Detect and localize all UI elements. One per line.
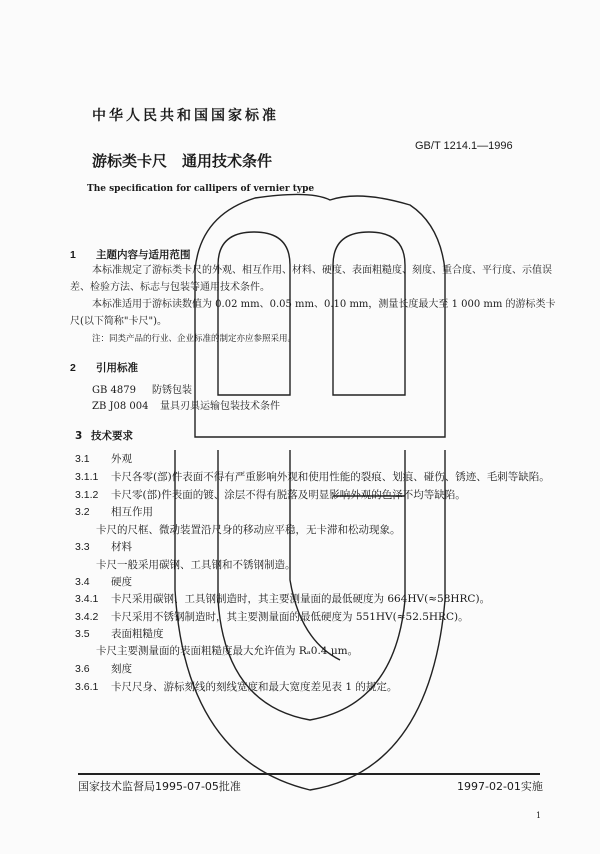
- section-2-heading: 2 引用标准: [70, 362, 138, 374]
- clause-body: 卡尺主要测量面的表面粗糙度最大允许值为 Rₐ0.4 μm。: [96, 645, 359, 657]
- approval-date: 国家技术监督局1995-07-05批准: [78, 780, 241, 793]
- effective-date: 1997-02-01实施: [457, 780, 543, 793]
- clause: 3.6.1 卡尺尺身、游标刻线的刻线宽度和最大宽度差见表 1 的规定。: [75, 681, 398, 693]
- reference-item: GB 4879 防锈包装: [92, 385, 192, 396]
- paragraph: 本标准适用于游标读数值为 0.02 mm、0.05 mm、0.10 mm，测量长度最大至 1 000 mm 的游标类卡: [92, 299, 556, 310]
- clause: 3.4.2 卡尺采用不锈钢制造时，其主要测量面的最低硬度为 551HV(≈52.5HRC)。: [75, 611, 469, 623]
- reference-item: ZB J08 004 量具刃具运输包装技术条件: [92, 401, 280, 412]
- standard-code: GB/T 1214.1—1996: [415, 140, 513, 152]
- clause: 3.5 表面粗糙度: [75, 628, 164, 640]
- clause: 3.3 材料: [75, 541, 132, 553]
- clause: 3.4.1 卡尺采用碳钢、工具钢制造时，其主要测量面的最低硬度为 664HV(≈58HRC)。: [75, 593, 491, 605]
- paragraph: 差、检验方法、标志与包装等通用技术条件。: [70, 282, 270, 293]
- paragraph: 本标准规定了游标类卡尺的外观、相互作用、材料、硬度、表面粗糙度、刻度、重合度、平行度、示值误: [92, 265, 552, 276]
- footer-divider: [78, 773, 540, 775]
- paragraph: 尺(以下简称"卡尺")。: [70, 316, 168, 327]
- clause: 3.2 相互作用: [75, 506, 153, 518]
- clause: 3.1 外观: [75, 453, 132, 465]
- clause-body: 卡尺的尺框、微动装置沿尺身的移动应平稳，无卡滞和松动现象。: [96, 524, 401, 536]
- note: 注：同类产品的行业、企业标准的制定亦应参照采用。: [92, 334, 297, 344]
- national-standard-heading: 中华人民共和国国家标准: [92, 108, 279, 124]
- section-3-heading: 3 技术要求: [75, 430, 133, 442]
- page-number: 1: [536, 811, 542, 820]
- clause: 3.1.1 卡尺各零(部)件表面不得有严重影响外观和使用性能的裂痕、划痕、碰伤、锈迹、毛刺等缺陷。: [75, 471, 550, 483]
- document-title-english: The specification for callipers of vernier type: [87, 184, 315, 194]
- clause-body: 卡尺一般采用碳钢、工具钢和不锈钢制造。: [96, 559, 296, 571]
- clause: 3.1.2 卡尺零(部)件表面的镀、涂层不得有脱落及明显影响外观的色泽不均等缺陷。: [75, 489, 466, 501]
- clause: 3.4 硬度: [75, 576, 132, 588]
- clause: 3.6 刻度: [75, 663, 132, 675]
- section-1-heading: 1 主题内容与适用范围: [70, 249, 191, 261]
- document-title: 游标类卡尺 通用技术条件: [92, 152, 273, 170]
